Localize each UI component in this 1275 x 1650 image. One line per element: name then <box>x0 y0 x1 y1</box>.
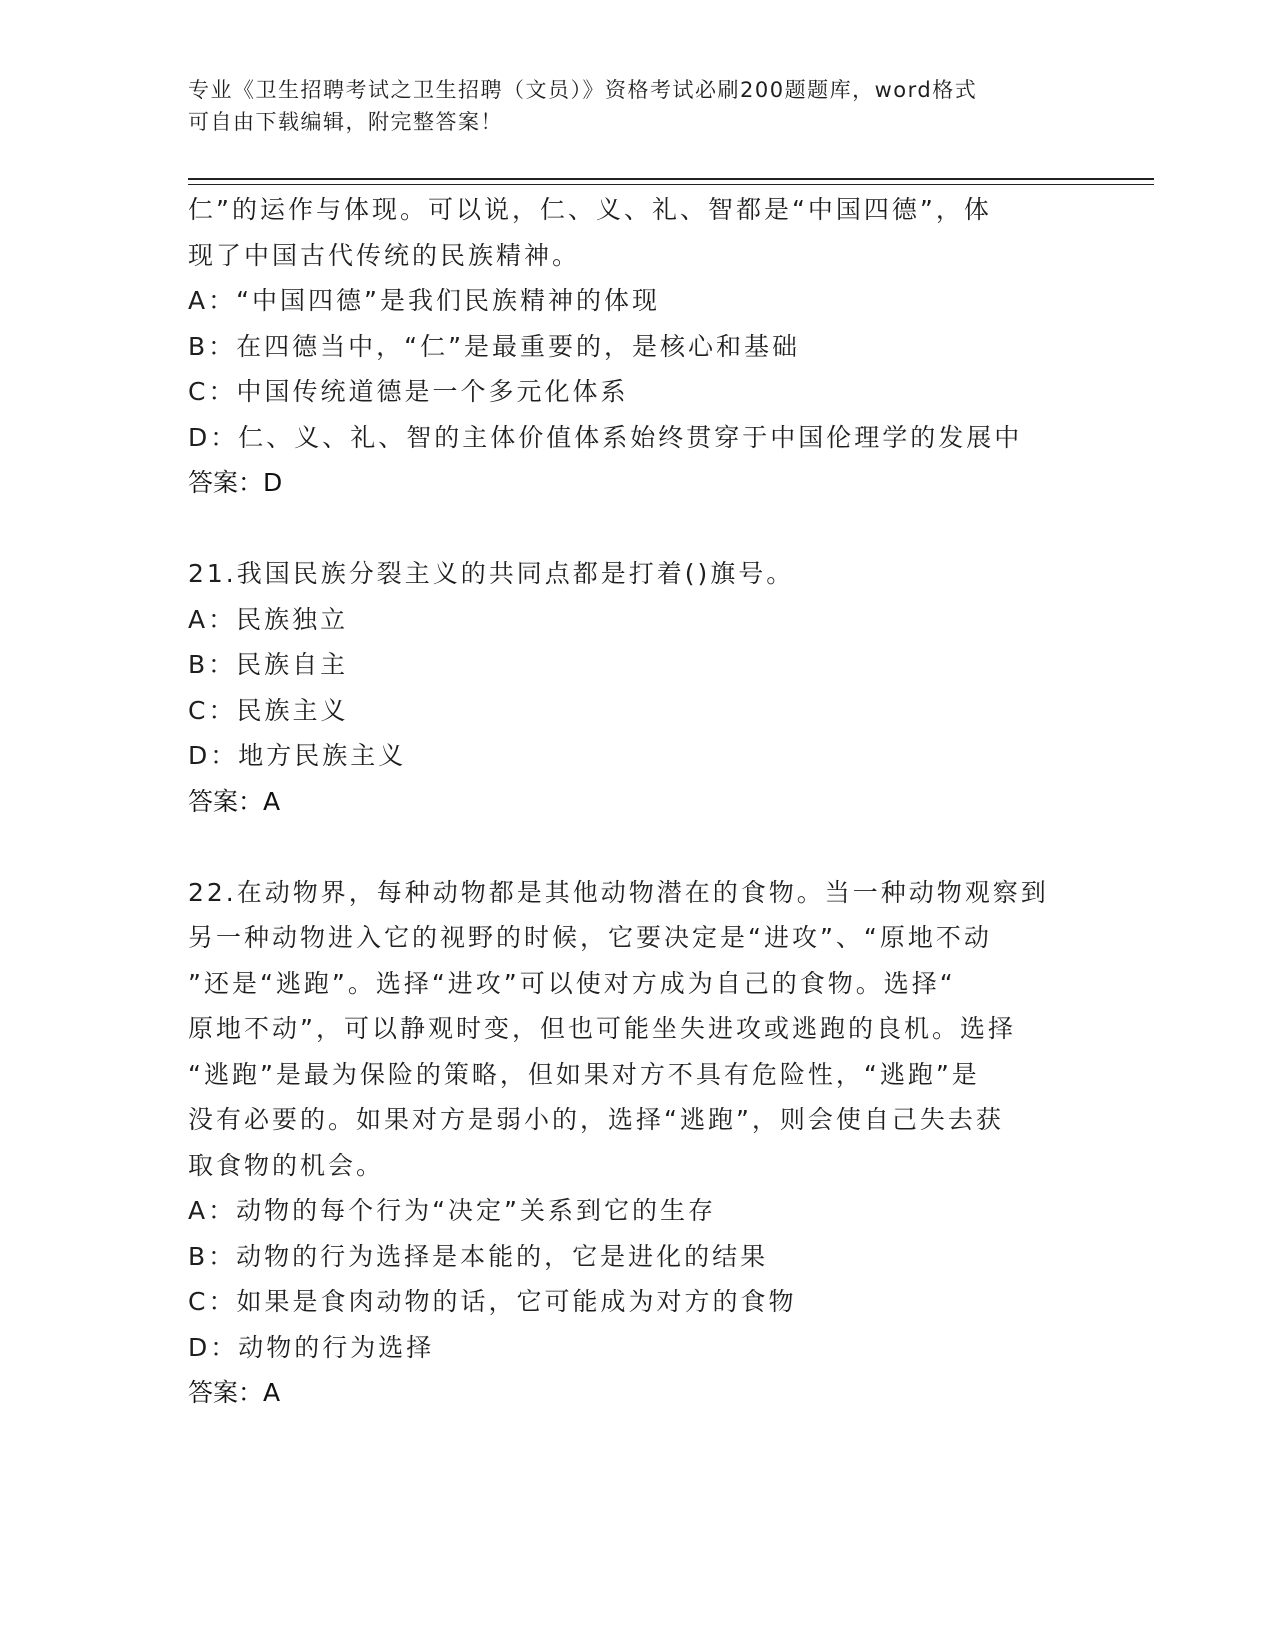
question-stem-line: ”还是“逃跑”。选择“进攻”可以使对方成为自己的食物。选择“ <box>188 968 956 998</box>
option-d: D：仁、义、礼、智的主体价值体系始终贯穿于中国伦理学的发展中 <box>188 422 1023 452</box>
header-title-line-2: 可自由下载编辑，附完整答案！ <box>188 110 503 134</box>
option-b: B：民族自主 <box>188 650 349 679</box>
question-stem-line: 没有必要的。如果对方是弱小的，选择“逃跑”，则会使自己失去获 <box>188 1105 1004 1134</box>
option-c: C：中国传统道德是一个多元化体系 <box>188 377 629 406</box>
question-stem-line: 现了中国古代传统的民族精神。 <box>188 240 581 270</box>
question-spacer <box>188 824 1088 870</box>
option-d: D：动物的行为选择 <box>188 1332 435 1362</box>
answer-label: 答案：A <box>188 1378 281 1407</box>
page-header <box>188 74 1068 138</box>
question-spacer <box>188 506 1088 552</box>
header-divider-thick <box>188 178 1154 180</box>
question-21 <box>188 551 1088 824</box>
question-stem-line: 22.在动物界，每种动物都是其他动物潜在的食物。当一种动物观察到 <box>188 877 1049 907</box>
question-stem-line: 原地不动”，可以静观时变，但也可能坐失进攻或逃跑的良机。选择 <box>188 1014 1016 1043</box>
option-c: C：如果是食肉动物的话，它可能成为对方的食物 <box>188 1287 797 1316</box>
option-b: B：在四德当中，“仁”是最重要的，是核心和基础 <box>188 331 801 361</box>
question-20 <box>188 187 1088 506</box>
option-b: B：动物的行为选择是本能的，它是进化的结果 <box>188 1241 769 1271</box>
option-a: A：民族独立 <box>188 604 349 634</box>
question-stem-line: 取食物的机会。 <box>188 1150 385 1180</box>
question-stem-line: 仁”的运作与体现。可以说，仁、义、礼、智都是“中国四德”，体 <box>188 195 992 224</box>
answer-label: 答案：D <box>188 468 283 497</box>
header-title-line-1: 专业《卫生招聘考试之卫生招聘（文员）》资格考试必刷200题题库，word格式 <box>188 78 978 102</box>
document-body <box>188 187 1088 1416</box>
question-stem-line: 另一种动物进入它的视野的时候，它要决定是“进攻”、“原地不动 <box>188 923 992 952</box>
option-c: C：民族主义 <box>188 695 349 725</box>
question-stem-line: 21.我国民族分裂主义的共同点都是打着()旗号。 <box>188 559 795 588</box>
option-a: A：动物的每个行为“决定”关系到它的生存 <box>188 1196 717 1225</box>
question-22 <box>188 870 1088 1416</box>
answer-label: 答案：A <box>188 786 281 816</box>
option-a: A：“中国四德”是我们民族精神的体现 <box>188 286 661 315</box>
question-stem-line: “逃跑”是最为保险的策略，但如果对方不具有危险性，“逃跑”是 <box>188 1059 980 1089</box>
header-divider-thin <box>188 184 1154 185</box>
option-d: D：地方民族主义 <box>188 741 407 770</box>
